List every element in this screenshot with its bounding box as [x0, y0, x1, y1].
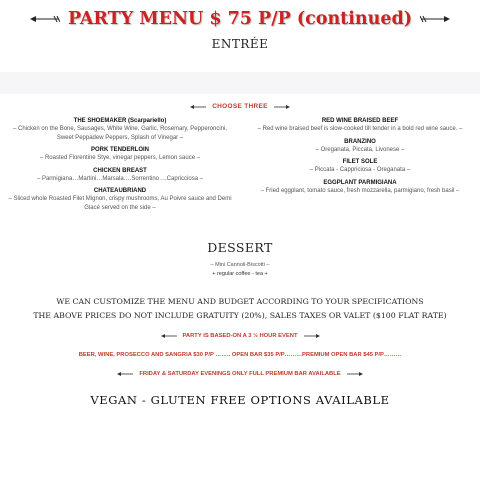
- item-name: BRANZINO: [344, 138, 376, 145]
- dessert-item: – Mini Cannoli-Biscotti –: [210, 262, 270, 268]
- menu-item: [5, 167, 235, 184]
- item-description: – Roasted Florentine Stye, vinegar peppers, Lemon sauce –: [39, 155, 201, 161]
- item-description: – Fried eggplant, tomato sauce, fresh mozzarella, parmigiano, fresh basil –: [260, 187, 460, 194]
- item-name: EGGPLANT PARMIGIANA: [323, 179, 397, 186]
- item-description: – Piccata - Cappriciosa - Oreganata –: [309, 167, 411, 173]
- bar-packages-row: [0, 352, 480, 358]
- entree-right-column: [245, 117, 475, 199]
- thin-arrow-left-icon: [190, 104, 206, 110]
- choose-three-label: CHOOSE THREE: [212, 103, 268, 110]
- arrow-left-icon: [30, 14, 60, 24]
- section-title-entree: ENTRÉE: [211, 37, 269, 51]
- menu-item: [245, 117, 475, 134]
- item-description: – Sliced whole Roasted Filet Mignon, crispy mushrooms, Au Poivre sauce and Demi Glacé served on the side –: [8, 196, 232, 211]
- party-duration-label: PARTY IS BASED-ON A 3 ½ HOUR EVENT: [182, 333, 298, 339]
- thin-arrow-left-icon: [161, 333, 177, 339]
- prices-exclusion-line: THE ABOVE PRICES DO NOT INCLUDE GRATUITY (20%), SALES TAXES OR VALET ($100 FLAT RATE): [33, 311, 447, 320]
- item-name: THE SHOEMAKER (Scarpariello): [73, 118, 167, 124]
- item-name: CHICKEN BREAST: [93, 167, 147, 174]
- item-name: FILET SOLE: [342, 159, 378, 165]
- menu-item: [245, 179, 475, 196]
- thin-arrow-right-icon: [347, 371, 363, 377]
- menu-item: [5, 187, 235, 212]
- choose-three-row: [0, 103, 480, 110]
- item-description: – Oreganata, Piccata, Livonese –: [315, 146, 405, 153]
- weekend-bar-row: [0, 371, 480, 377]
- party-duration-row: [0, 333, 480, 339]
- dessert-beverages: + regular coffee - tea +: [212, 271, 268, 277]
- menu-title-row: [0, 6, 480, 32]
- menu-item: [245, 138, 475, 155]
- bar-packages-label: BEER, WINE, PROSECCO AND SANGRIA $30 P/P …….. OPEN BAR $35 P/P………PREMIUM OPEN BAR $45 P/P………: [78, 352, 402, 358]
- item-description: – Parmigiana…Martini…Marsala….Sorrentino….Capricciosa –: [36, 175, 204, 182]
- menu-item: [5, 117, 235, 142]
- entree-left-column: [5, 117, 235, 216]
- menu-item: [5, 146, 235, 163]
- item-name: CHATEAUBRIAND: [93, 188, 147, 194]
- thin-arrow-right-icon: [274, 104, 290, 110]
- arrow-right-icon: [420, 14, 450, 24]
- divider-band: [0, 72, 480, 94]
- menu-title: PARTY MENU $ 75 P/P (continued): [67, 9, 413, 29]
- menu-item: [245, 158, 475, 175]
- thin-arrow-right-icon: [304, 333, 320, 339]
- customize-line: WE CAN CUSTOMIZE THE MENU AND BUDGET ACCORDING TO YOUR SPECIFICATIONS: [56, 297, 424, 306]
- weekend-bar-label: FRIDAY & SATURDAY EVENINGS ONLY FULL PREMIUM BAR AVAILABLE: [139, 371, 341, 377]
- item-name: PORK TENDERLOIN: [90, 147, 149, 153]
- thin-arrow-left-icon: [117, 371, 133, 377]
- item-description: – Red wine braised beef is slow-cooked till tender in a bold red wine sauce. –: [257, 126, 463, 132]
- section-title-dessert: DESSERT: [207, 240, 273, 255]
- vegan-gluten-free-note: VEGAN - GLUTEN FREE OPTIONS AVAILABLE: [90, 393, 390, 407]
- pricing-notice: [0, 295, 480, 323]
- item-name: RED WINE BRAISED BEEF: [321, 118, 399, 124]
- item-description: – Chicken on the Bone, Sausages, White Wine, Garlic, Rosemary, Pepperoncini, Sweet Peppadew Peppers, Splash of Vinegar –: [13, 126, 227, 141]
